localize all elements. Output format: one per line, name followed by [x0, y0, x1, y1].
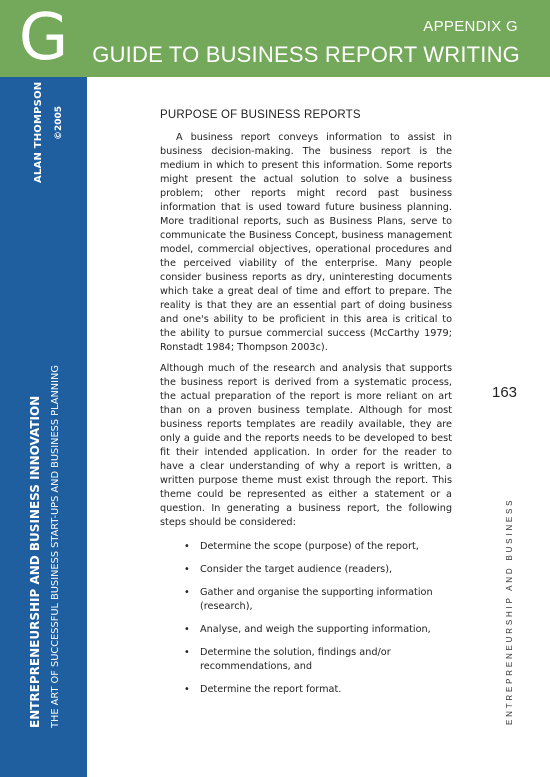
- body-paragraph: Although much of the research and analysis that supports the business report is derived from a systematic process, the actual preparation of the report is more reliant on art than on a proven business template. Although for most business reports templates are readily available, they are only a guide and the reports needs to be developed to best fit their intended application. In order for the reader to have a clear understanding of why a report is written, a written purpose theme must exist through the report. This theme could be represented as either a statement or a question. In generating a business report, the following steps should be considered:: [160, 363, 452, 528]
- copyright-notice: ©2005: [54, 105, 64, 140]
- bullet-icon: •: [184, 541, 190, 552]
- appendix-label: APPENDIX G: [423, 18, 518, 35]
- list-item-text: Determine the scope (purpose) of the report,: [200, 541, 419, 552]
- page-number: 163: [492, 384, 518, 401]
- list-item: [178, 586, 452, 614]
- bullet-icon: •: [184, 647, 190, 658]
- bullet-icon: •: [184, 624, 190, 635]
- list-item: [178, 646, 452, 674]
- list-item-text: Analyse, and weigh the supporting information,: [200, 624, 431, 635]
- book-title: ENTREPRENEURSHIP AND BUSINESS INNOVATION: [28, 395, 42, 728]
- list-item-text: Determine the solution, findings and/or recommendations, and: [200, 647, 391, 672]
- main-content: [160, 108, 452, 706]
- bullet-icon: •: [184, 587, 190, 598]
- book-subtitle: THE ART OF SUCCESSFUL BUSINESS START-UPS AND BUSINESS PLANNING: [50, 365, 61, 728]
- list-item: [178, 623, 452, 637]
- running-footer: ENTREPRENEURSHIP AND BUSINESS: [505, 497, 514, 725]
- list-item-text: Gather and organise the supporting information (research),: [200, 587, 433, 612]
- author-name: ALAN THOMPSON: [33, 81, 44, 183]
- appendix-title: GUIDE TO BUSINESS REPORT WRITING: [92, 42, 520, 67]
- chapter-header-band: [0, 0, 550, 77]
- list-item-text: Determine the report format.: [200, 684, 342, 695]
- bullet-icon: •: [184, 684, 190, 695]
- list-item-text: Consider the target audience (readers),: [200, 564, 393, 575]
- list-item: [178, 563, 452, 577]
- body-paragraph: A business report conveys information to assist in business decision-making. The business report is the medium in which to present this information. Some reports might present the actual solution to solve a business problem; other reports might record past business information that is used toward future business planning. More traditional reports, such as Business Plans, serve to communicate the Business Concept, business management model, commercial objectives, operational procedures and the perceived viability of the enterprise. Many people consider business reports as dry, uninteresting documents which take a great deal of time and effort to prepare. The reality is that they are an essential part of doing business and one's ability to be proficient in this area is critical to the ability to pursue commercial success (McCarthy 1979; Ronstadt 1984; Thompson 2003c).: [160, 132, 452, 353]
- section-heading: PURPOSE OF BUSINESS REPORTS: [160, 109, 361, 121]
- chapter-letter: G: [18, 1, 69, 75]
- steps-list: [160, 540, 452, 697]
- list-item: [178, 540, 452, 554]
- bullet-icon: •: [184, 564, 190, 575]
- list-item: [178, 683, 452, 697]
